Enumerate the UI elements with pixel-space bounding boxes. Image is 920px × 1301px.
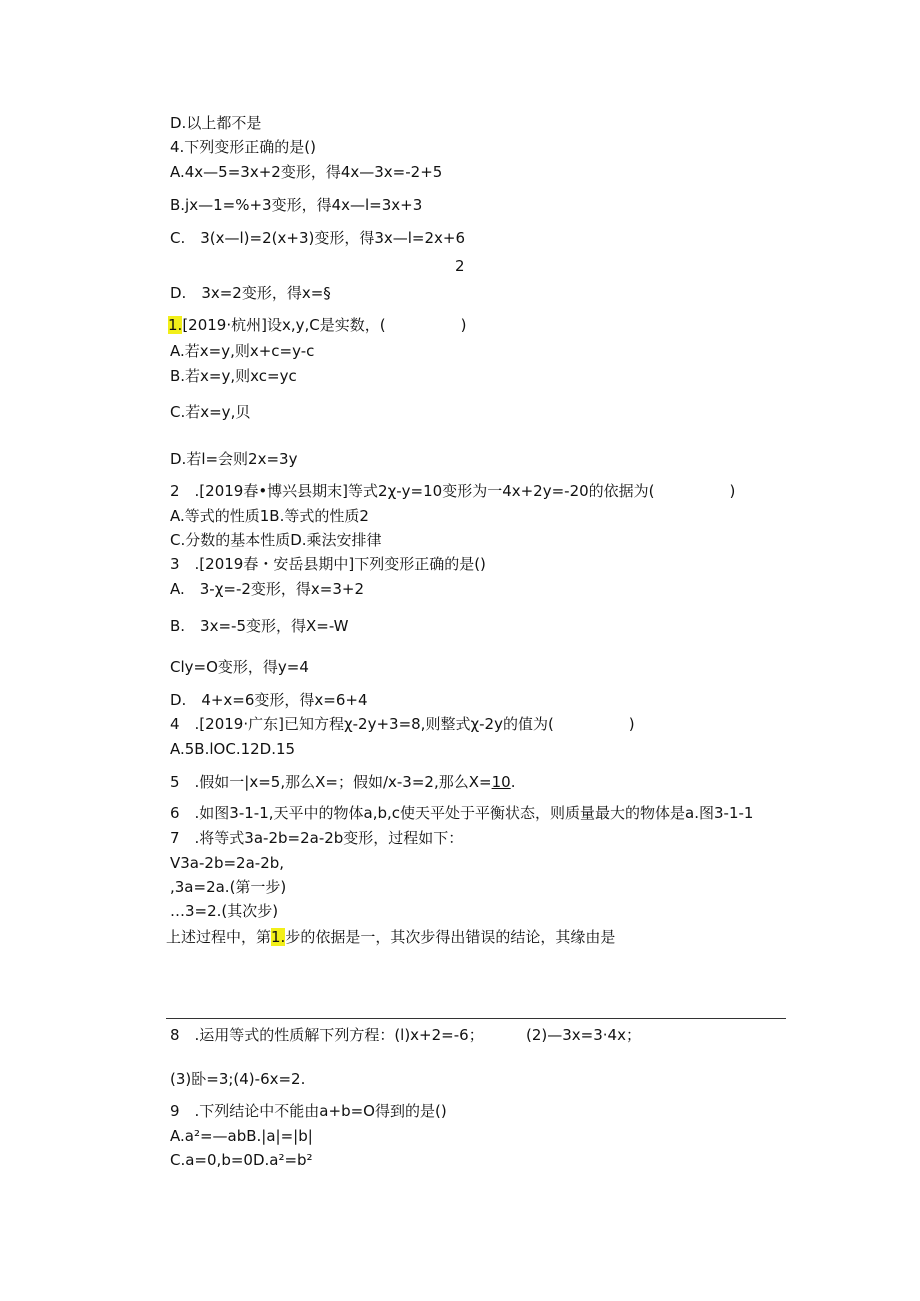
q1-option-d: D.若l=会则2x=3y — [170, 450, 298, 468]
question-5 — [170, 772, 515, 792]
q7-question — [166, 927, 615, 947]
question-3-stem: 3 .[2019春・安岳县期中]下列变形正确的是() — [170, 555, 486, 573]
q4-option-b: B.jx—1=%+3变形，得4x—l=3x+3 — [170, 196, 423, 214]
question-number-highlight: 1. — [168, 316, 183, 334]
question-7-stem: 7 .将等式3a-2b=2a-2b变形，过程如下： — [170, 829, 464, 847]
q3-option-c: Cly=O变形，得y=4 — [170, 658, 309, 676]
question-6: 6 .如图3-1-1,天平中的物体a,b,c使天平处于平衡状态，则质量最大的物体是a.图3-1-1 — [170, 804, 754, 822]
q3-option-b: B. 3x=-5变形，得X=-W — [170, 617, 349, 635]
q1-option-c: C.若x=y,贝 — [170, 403, 251, 421]
q3-option-d: D.以上都不是 — [170, 114, 262, 132]
question-1-text: [2019·杭州]设x,y,C是实数，( ) — [182, 316, 467, 334]
q5-text: 5 .假如一|x=5,那么X=；假如/x-3=2,那么X= — [170, 773, 492, 791]
q9-options-cd: C.a=0,b=0D.a²=b² — [170, 1151, 313, 1169]
q4-option-a: A.4x—5=3x+2变形，得4x—3x=-2+5 — [170, 163, 443, 181]
q7-step-2: …3=2.(其次步) — [170, 902, 279, 920]
fraction-denominator: 2 — [455, 257, 465, 275]
q4-option-c: C. 3(x—l)=2(x+3)变形，得3x—l=2x+6 — [170, 229, 466, 247]
q1-option-b: B.若x=y,则xc=yc — [170, 367, 297, 385]
q4-options: A.5B.lOC.12D.15 — [170, 740, 296, 758]
q7-text-post: 步的依据是一，其次步得出错误的结论，其缘由是 — [285, 928, 616, 946]
question-8-stem: 8 .运用等式的性质解下列方程：(l)x+2=-6； — [170, 1026, 484, 1044]
q8-part-2: (2)—3x=3·4x； — [526, 1026, 641, 1044]
q4-stem: 4.下列变形正确的是() — [170, 138, 317, 156]
question-9-stem: 9 .下列结论中不能由a+b=O得到的是() — [170, 1102, 447, 1120]
q8-parts-3-4: (3)卧=3;(4)-6x=2. — [170, 1070, 306, 1088]
question-2-stem: 2 .[2019春•博兴县期末]等式2χ-y=10变形为一4x+2y=-20的依据为( ) — [170, 482, 736, 500]
q1-option-a: A.若x=y,则x+c=y-c — [170, 342, 315, 360]
q7-step-0: V3a-2b=2a-2b, — [170, 854, 285, 872]
q5-period: . — [510, 773, 516, 791]
q2-options-ab: A.等式的性质1B.等式的性质2 — [170, 507, 369, 525]
q4-option-d: D. 3x=2变形，得x=§ — [170, 284, 331, 302]
question-1-stem — [168, 315, 466, 335]
q5-answer: 10 — [491, 773, 511, 791]
q7-highlight: 1. — [271, 928, 286, 946]
question-4-stem: 4 .[2019·广东]已知方程χ-2y+3=8,则整式χ-2y的值为( ) — [170, 715, 635, 733]
q9-options-ab: A.a²=—abB.|a|=|b| — [170, 1127, 313, 1145]
answer-divider-line — [166, 1018, 786, 1019]
q3-option-d-line: D. 4+x=6变形，得x=6+4 — [170, 691, 368, 709]
q2-options-cd: C.分数的基本性质D.乘法安排律 — [170, 531, 382, 549]
q7-step-1: ,3a=2a.(第一步) — [170, 878, 287, 896]
q7-text-pre: 上述过程中，第 — [166, 928, 272, 946]
q3-option-a: A. 3-χ=-2变形，得x=3+2 — [170, 580, 365, 598]
